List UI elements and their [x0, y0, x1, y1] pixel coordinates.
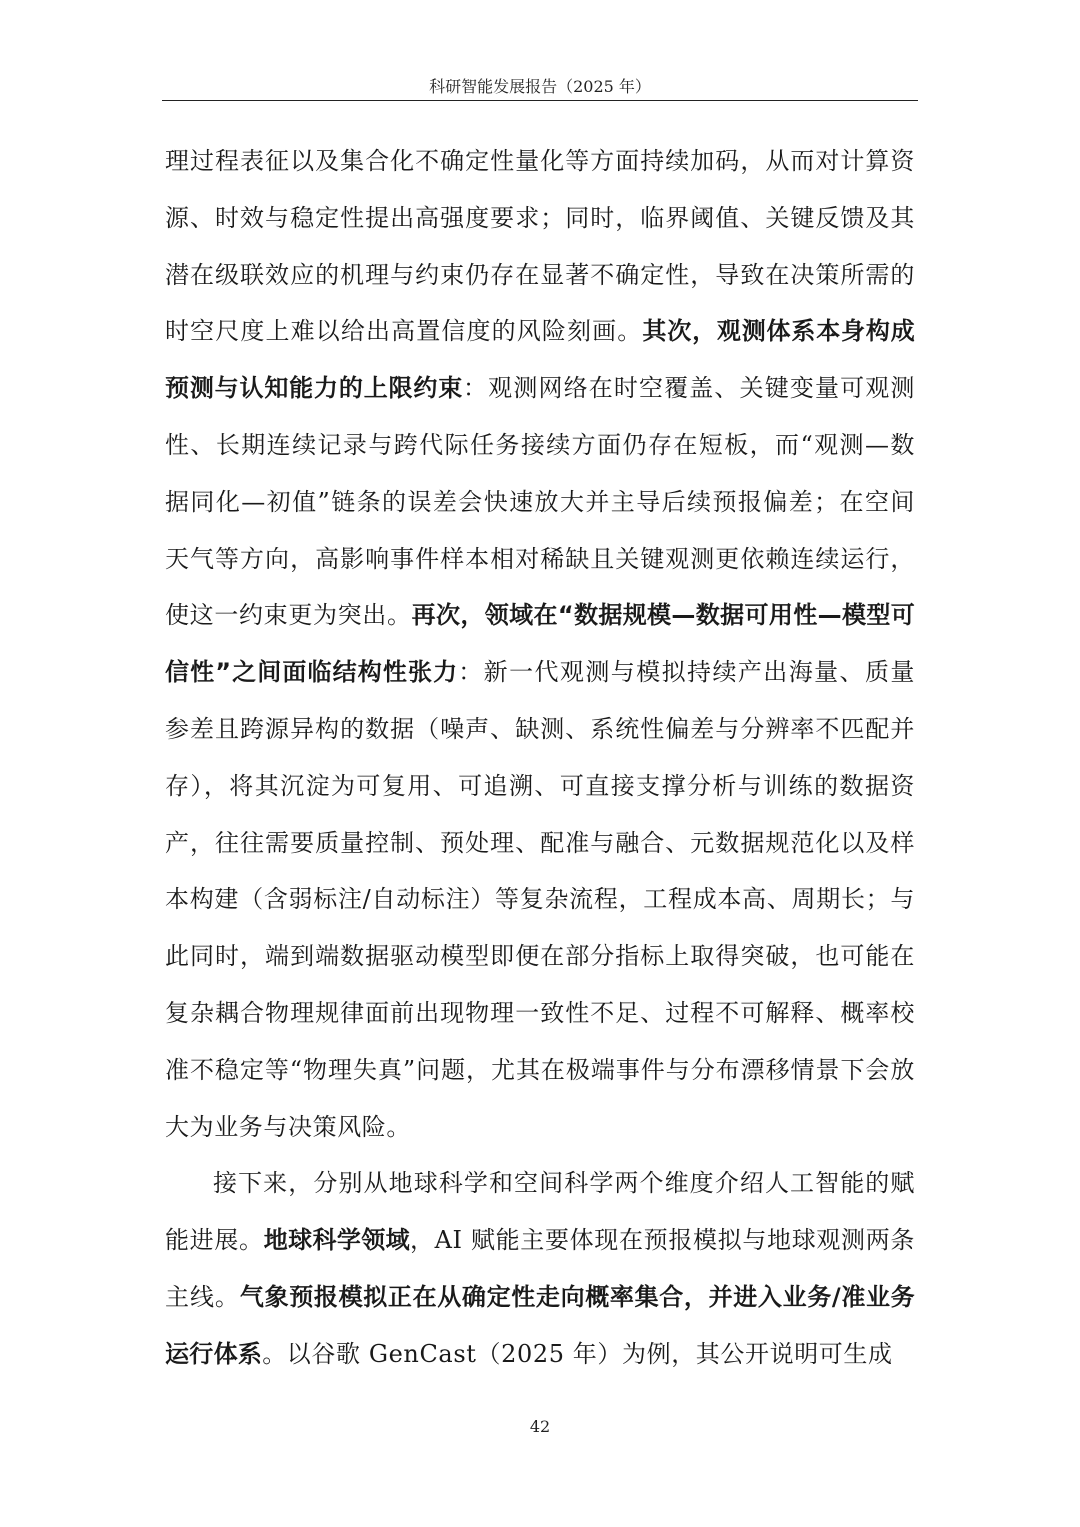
- paragraph-progress: [165, 1155, 915, 1382]
- text-run: 理过程表征以及集合化不确定性量化等方面持续加码，从而对计算资源、时效与稳定性提出高强度要求；同时，临界阈值、关键反馈及其潜在级联效应的机理与约束仍存在显著不确定性，导致在决策所需的时空尺度上难以给出高置信度的风险刻画。: [165, 147, 915, 346]
- page-number: 42: [529, 1417, 551, 1436]
- bold-run: 再次，领域在“数据规模—数据可用性—模型可信性”之间面临结构性张力: [165, 601, 915, 687]
- bold-run: 其次，观测体系本身构成预测与认知能力的上限约束: [165, 317, 915, 403]
- paragraph-challenges: [165, 133, 915, 1155]
- running-header: 科研智能发展报告（2025 年）: [429, 77, 651, 96]
- text-run: ：观测网络在时空覆盖、关键变量可观测性、长期连续记录与跨代际任务接续方面仍存在短板，而“观测—数据同化—初值”链条的误差会快速放大并主导后续预报偏差；在空间天气等方向，高影响事件样本相对稀缺且关键观测更依赖连续运行，使这一约束更为突出。: [165, 374, 915, 630]
- text-run: ：新一代观测与模拟持续产出海量、质量参差且跨源异构的数据（噪声、缺测、系统性偏差与分辨率不匹配并存），将其沉淀为可复用、可追溯、可直接支撑分析与训练的数据资产，往往需要质量控制、预处理、配准与融合、元数据规范化以及样本构建（含弱标注/自动标注）等复杂流程，工程成本高、周期长；与此同时，端到端数据驱动模型即便在部分指标上取得突破，也可能在复杂耦合物理规律面前出现物理一致性不足、过程不可解释、概率校准不稳定等“物理失真”问题，尤其在极端事件与分布漂移情景下会放大为业务与决策风险。: [165, 658, 915, 1141]
- body-text: [165, 133, 915, 1383]
- header-rule: [162, 100, 918, 101]
- text-run: ，AI 赋能主要体现在预报模拟与地球观测两条主线。: [165, 1226, 915, 1311]
- bold-run: 地球科学领域: [263, 1226, 410, 1255]
- bold-run: 气象预报模拟正在从确定性走向概率集合，并进入业务/准业务运行体系: [165, 1282, 915, 1368]
- text-run: 。以谷歌 GenCast（2025 年）为例，其公开说明可生成: [262, 1339, 893, 1368]
- text-run: 接下来，分别从地球科学和空间科学两个维度介绍人工智能的赋能进展。: [165, 1169, 915, 1255]
